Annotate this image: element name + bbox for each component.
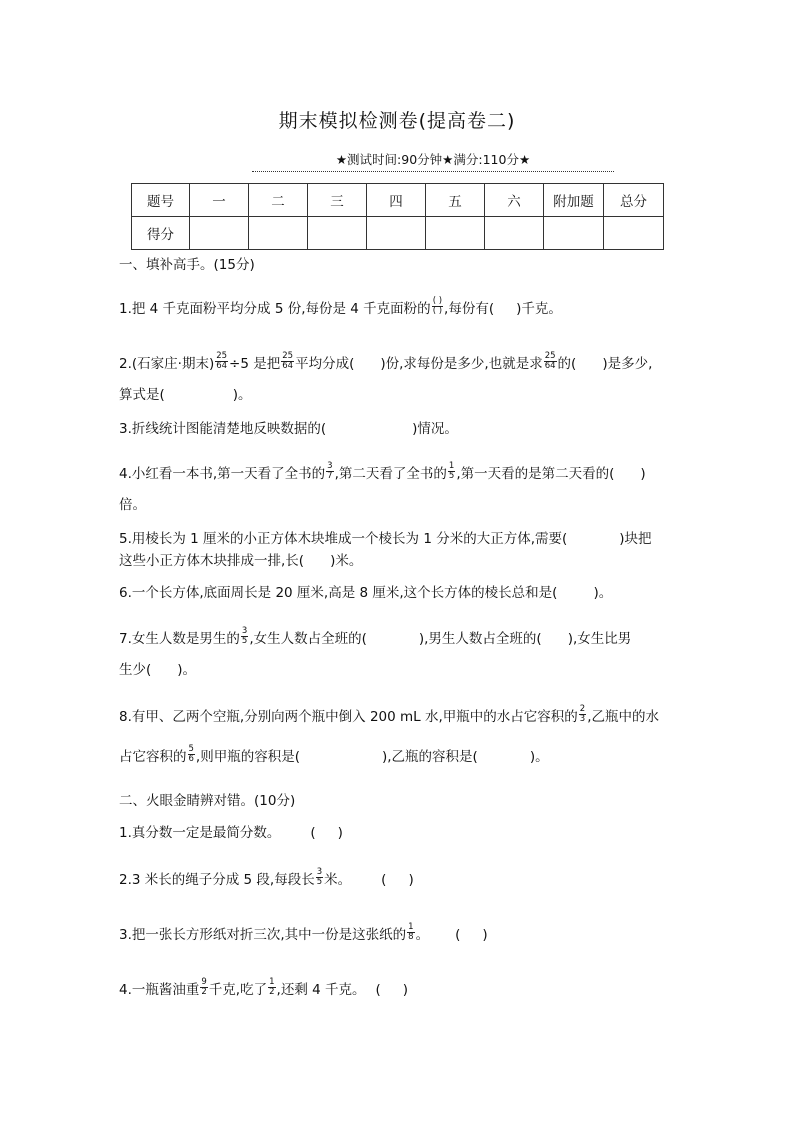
fraction (579, 705, 586, 723)
question-text: 5.用棱长为 1 厘米的小正方体木块堆成一个棱长为 1 分米的大正方体,需要( (119, 531, 568, 547)
question-6 (119, 585, 612, 601)
question-text: ) (640, 466, 646, 482)
question-text: ,还剩 4 千克。 (276, 982, 366, 998)
question-text: )块把 (619, 531, 652, 547)
numerator: 25 (282, 351, 294, 361)
page-title: 期末模拟检测卷(提高卷二) (278, 110, 516, 132)
judge-1 (119, 825, 343, 841)
question-text: )。 (593, 585, 613, 601)
question-3 (119, 421, 458, 437)
score-cell[interactable] (308, 217, 367, 250)
numerator: 1 (448, 461, 455, 471)
section-heading: 一、填补高手。(15分) (119, 257, 255, 273)
question-text: ,女生人数占全班的( (249, 631, 367, 647)
question-text: ) (337, 825, 343, 841)
denominator: 64 (282, 360, 294, 371)
question-text: )份,求每份是多少,也就是求 (380, 356, 543, 372)
denominator: 2 (201, 986, 207, 997)
question-text: ,第二天看了全书的 (334, 466, 447, 482)
question-2 (119, 351, 653, 373)
question-text: 生少( (119, 662, 152, 678)
question-text: 4.小红看一本书,第一天看了全书的 (119, 466, 326, 482)
question-text: 2.3 米长的绳子分成 5 段,每段长 (119, 872, 315, 888)
score-table-score-row (132, 217, 664, 250)
judge-3 (119, 922, 488, 944)
question-text: 这些小正方体木块排成一排,长( (119, 553, 305, 569)
numerator: 1 (269, 977, 275, 987)
denominator: 64 (216, 360, 228, 371)
question-7-cont (119, 662, 196, 678)
score-cell[interactable] (190, 217, 249, 250)
header-cell: 一 (190, 184, 249, 217)
question-5 (119, 531, 652, 547)
question-text: ) (482, 927, 488, 943)
score-cell[interactable] (249, 217, 308, 250)
fraction (200, 978, 207, 996)
question-text: ,乙瓶中的水 (587, 709, 659, 725)
question-text: 6.一个长方体,底面周长是 20 厘米,高是 8 厘米,这个长方体的棱长总和是( (119, 585, 558, 601)
question-text: 1.把 4 千克面粉平均分成 5 份,每份是 4 千克面粉的 (119, 301, 431, 317)
denominator: 64 (544, 360, 556, 371)
numerator: 5 (188, 744, 194, 754)
denominator: 8 (408, 931, 414, 942)
fraction (407, 923, 414, 941)
question-text: 米。 (324, 872, 352, 888)
numerator: 3 (241, 626, 248, 636)
fraction (215, 352, 228, 370)
numerator: 1 (408, 922, 414, 932)
question-text: 千克,吃了 (208, 982, 268, 998)
question-8-cont (119, 744, 549, 766)
denominator: 5 (316, 876, 323, 887)
question-text: 3.折线统计图能清楚地反映数据的( (119, 421, 327, 437)
fraction (188, 745, 195, 763)
question-text: )。 (529, 749, 549, 765)
question-5-cont (119, 553, 362, 569)
question-text: 倍。 (119, 497, 146, 513)
fraction (432, 297, 443, 315)
question-text: ( (310, 825, 316, 841)
question-text: 。 (415, 927, 430, 943)
question-text: 7.女生人数是男生的 (119, 631, 240, 647)
score-cell[interactable] (426, 217, 485, 250)
denominator: 5 (448, 470, 455, 481)
question-text: )。 (232, 387, 252, 403)
question-text: )米。 (330, 553, 363, 569)
score-cell[interactable] (544, 217, 604, 250)
header-cell: 六 (485, 184, 544, 217)
question-text: 8.有甲、乙两个空瓶,分别向两个瓶中倒入 200 mL 水,甲瓶中的水占它容积的 (119, 709, 578, 725)
header-cell: 二 (249, 184, 308, 217)
numerator: 3 (316, 867, 323, 877)
denominator-blank[interactable]: ( ) (432, 305, 443, 316)
score-cell[interactable] (604, 217, 664, 250)
score-table-header-row (132, 184, 664, 217)
question-text: 的( (557, 356, 577, 372)
fraction (268, 978, 275, 996)
question-2-cont (119, 387, 252, 403)
numerator-blank[interactable]: ( ) (432, 296, 443, 306)
question-1 (119, 296, 562, 318)
question-text: ),乙瓶的容积是( (381, 749, 478, 765)
question-text: ),男生人数占全班的( (418, 631, 542, 647)
fraction (448, 462, 455, 480)
question-text: ,第一天看的是第二天看的( (456, 466, 615, 482)
question-text: ( (381, 872, 387, 888)
question-8 (119, 704, 659, 726)
judge-2 (119, 867, 414, 889)
question-text: 占它容积的 (119, 749, 187, 765)
question-7 (119, 626, 632, 648)
question-text: 1.真分数一定是最简分数。 (119, 825, 281, 841)
score-cell[interactable] (485, 217, 544, 250)
header-cell: 四 (367, 184, 426, 217)
question-text: )情况。 (412, 421, 458, 437)
question-text: 2.(石家庄·期末) (119, 356, 215, 372)
question-4-cont (119, 497, 146, 513)
numerator: 9 (201, 977, 207, 987)
score-table (131, 183, 664, 250)
numerator: 25 (544, 351, 556, 361)
fraction (241, 627, 248, 645)
question-text: )千克。 (516, 301, 562, 317)
denominator: 3 (579, 713, 586, 724)
header-cell: 附加题 (544, 184, 604, 217)
exam-info: ★测试时间:90分钟★满分:110分★ (252, 150, 614, 172)
row-label: 得分 (132, 217, 190, 250)
denominator: 7 (327, 470, 333, 481)
section-heading: 二、火眼金睛辨对错。(10分) (119, 793, 296, 809)
denominator: 5 (241, 635, 248, 646)
question-text: ,每份有( (444, 301, 495, 317)
header-cell: 五 (426, 184, 485, 217)
fraction (544, 352, 557, 370)
denominator: 6 (188, 753, 194, 764)
question-text: 平均分成( (295, 356, 355, 372)
header-cell: 总分 (604, 184, 664, 217)
question-text: ) (408, 872, 414, 888)
question-text: ÷5 是把 (229, 356, 281, 372)
question-text: ( (455, 927, 461, 943)
question-text: 算式是( (119, 387, 165, 403)
question-text: ) (402, 982, 409, 998)
header-cell: 题号 (132, 184, 190, 217)
score-cell[interactable] (367, 217, 426, 250)
question-text: ),女生比男 (567, 631, 632, 647)
question-text: )。 (177, 662, 197, 678)
fraction (316, 868, 323, 886)
question-text: 3.把一张长方形纸对折三次,其中一份是这张纸的 (119, 927, 407, 943)
question-text: 4.一瓶酱油重 (119, 982, 200, 998)
numerator: 2 (579, 704, 586, 714)
question-4 (119, 461, 646, 483)
question-text: ( (375, 982, 381, 998)
judge-4 (119, 977, 409, 999)
header-cell: 三 (308, 184, 367, 217)
denominator: 2 (269, 986, 275, 997)
numerator: 25 (216, 351, 228, 361)
fraction (326, 462, 333, 480)
fraction (281, 352, 294, 370)
numerator: 3 (327, 461, 333, 471)
question-text: ,则甲瓶的容积是( (195, 749, 300, 765)
question-text: )是多少, (602, 356, 653, 372)
